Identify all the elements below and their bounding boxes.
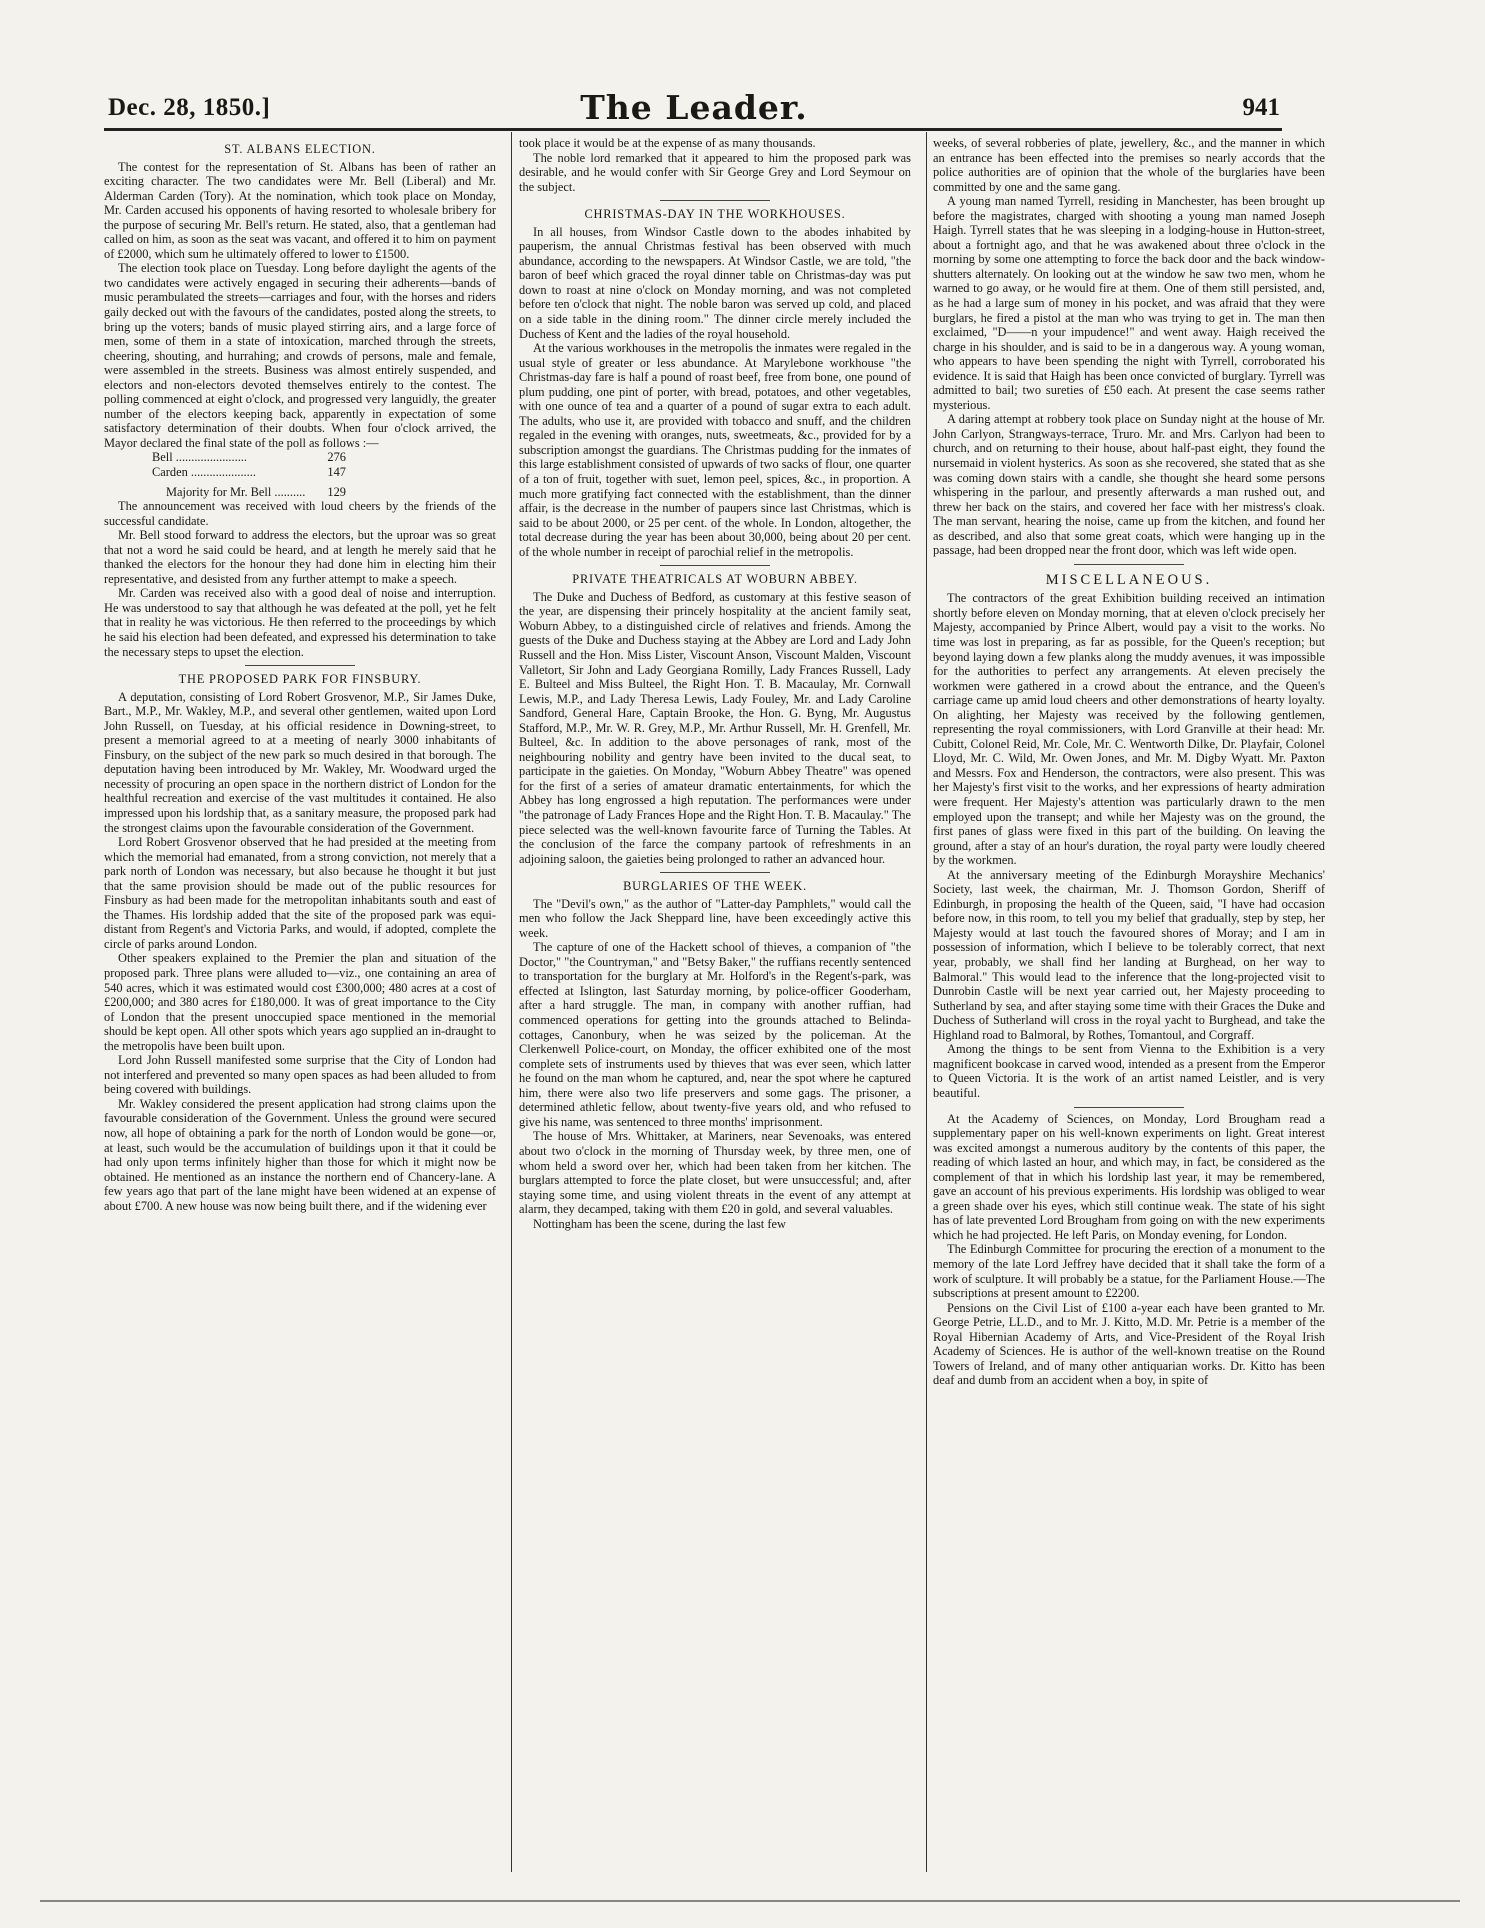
paragraph: A deputation, consisting of Lord Robert Grosvenor, M.P., Sir James Duke, Bart., M.P., Mr. Wakley, M.P., and several other gentlemen, waited upon Lord John Russell, on Tuesday, at his official residence in Downing-street, to present a memorial agreed to at a meeting of nearly 3000 inhabitants of Finsbury, on the subject of the new park so much desired in that borough. The deputation having been introduced by Mr. Wakley, Mr. Woodward urged the necessity of procuring an open space in the northern district of London for the healthful recreation and exercise of the vast multitudes it contained. He also impressed upon his lordship that, as a sanitary measure, the proposed park had the strongest claims upon the favourable consideration of the Government. <box>104 689 496 835</box>
paragraph: weeks, of several robberies of plate, jewellery, &c., and the manner in which an entrance has been effected into the premises so nearly accords that the police authorities are of opinion that the whole of the burglaries have been committed by one and the same gang. <box>933 136 1325 194</box>
paragraph: The Duke and Duchess of Bedford, as customary at this festive season of the year, are dispensing their princely hospitality at the ancient family seat, Woburn Abbey, to a distinguished circle of relatives and friends. Among the guests of the Duke and Duchess staying at the Abbey are Lord and Lady John Russell and the Hon. Miss Lister, Viscount Anson, Viscount Malden, Viscount Valletort, Sir John and Lady Georgiana Romilly, Lady Frances Russell, Lady E. Bulteel and Miss Bulteel, the Right Hon. T. B. Macaulay, Mr. Cornwall Lewis, M.P., and Lady Theresa Lewis, Lady Fouley, Mr. and Lady Caroline Sandford, General Hare, Captain Brooke, the Hon. G. Byng, Mr. Augustus Stafford, M.P., Mr. W. R. Grey, M.P., Mr. Arthur Russell, Mr. H. Grenfell, Mr. Bulteel, &c. In addition to the above personages of rank, most of the neighbouring nobility and gentry have been invited to the ducal seat, to participate in the gaieties. On Monday, "Woburn Abbey Theatre" was opened for the first of a series of amateur dramatic entertainments, for which the Abbey has long engrossed a high reputation. The performances were under "the patronage of Lady Frances Hope and the Right Hon. T. B. Macaulay." The piece selected was the well-known favourite farce of Turning the Tables. At the conclusion of the farce the company partook of refreshments in an adjoining saloon, the gaieties being prolonged to rather an advanced hour. <box>519 589 911 866</box>
section-separator <box>660 565 770 566</box>
section-separator <box>660 872 770 873</box>
column-1 <box>104 136 496 1878</box>
poll-value: 147 <box>327 464 346 479</box>
paragraph: A young man named Tyrrell, residing in Manchester, has been brought up before the magistrates, charged with shooting a young man named Joseph Haigh. Tyrrell states that he was sleeping in a lodging-house in Hutton-street, about a fortnight ago, and that he was awakened about three o'clock in the morning by some one attempting to force the back door and the back window-shutters alternately. On looking out at the window he saw two men, whom he warned to go away, or he would fire at them. One of them still persisted, and, as he had a large sum of money in his pocket, and was afraid that they were burglars, he fired a pistol at the man who was trying to get in. The man then exclaimed, "D——n your impudence!" and went away. Haigh received the charge in his shoulder, and is said to be in a dangerous way. A young woman, who appears to have been spending the night with Tyrrell, corroborated his evidence. It is said that Haigh has been once convicted of burglary. Tyrrell was admitted to bail; two sureties of £50 each. At present the case seems rather mysterious. <box>933 194 1325 412</box>
paragraph: The election took place on Tuesday. Long before daylight the agents of the two candidates were actively engaged in securing their adherents—bands of music perambulated the streets—carriages and four, with the horses and riders gaily decked out with the favours of the candidates, posted along the streets, to bring up the voters; bands of music played stirring airs, and a large force of men, some of them in a state of intoxication, marched through the streets, cheering, shouting, and hurrahing; and crowds of persons, male and female, were assembled in the streets. Business was almost entirely suspended, and electors and non-electors devoted themselves entirely to the contest. The polling commenced at eight o'clock, and progressed very languidly, the greater number of the electors keeping back, apparently in expectation of some satisfactory determination of their doubts. When four o'clock arrived, the Mayor declared the final state of the poll as follows :— <box>104 261 496 450</box>
section-separator <box>660 200 770 201</box>
paragraph: took place it would be at the expense of as many thousands. <box>519 136 816 150</box>
paragraph: Other speakers explained to the Premier the plan and situation of the proposed park. Three plans were alluded to—viz., one containing an area of 540 acres, which it was estimated would cost £300,000; 480 acres at a cost of £200,000; and 380 acres for £180,000. It was of great importance to the City of London that the present unoccupied space mentioned in the memorial should be kept open. All other spots which years ago supplied an in-draught to the metropolis have been built upon. <box>104 951 496 1053</box>
paragraph: At the various workhouses in the metropolis the inmates were regaled in the usual style of greater or less abundance. At Marylebone workhouse "the Christmas-day fare is half a pound of roast beef, free from bone, one pound of plum pudding, one pint of porter, with bread, potatoes, and other vegetables, with one ounce of tea and a quarter of a pound of sugar extra to each adult. The adults, who use it, are provided with tobacco and snuff, and the children regaled in the evening with oranges, nuts, sweetmeats, &c., provided for by a subscription amongst the guardians. The Christmas pudding for the inmates of this large establishment consisted of upwards of two sacks of flour, one quarter of a ton of fruit, together with suet, lemon peel, spices, &c., in proportion. A much more gratifying fact connected with the establishment, than the dinner affair, is the decrease in the number of paupers since last Christmas, which is said to be about 2000, or 25 per cent. of the whole. In London, altogether, the total decrease during the year has been about 30,000, being about 20 per cent. of the whole number in receipt of parochial relief in the metropolis. <box>519 341 911 559</box>
paragraph: At the anniversary meeting of the Edinburgh Morayshire Mechanics' Society, last week, the chairman, Mr. J. Thomson Gordon, Sheriff of Edinburgh, in proposing the health of the Queen, said, "I have had occasion before now, in this room, to tell you my belief that gradually, step by step, her Majesty would at last touch the favoured shores of Moray; and I am in possession of information, which I believe to be tolerably correct, that next year, probably, we shall find her landing at Burghead, on her way to Balmoral." This would lead to the inference that the long-projected visit to Dunrobin Castle will be next year carried out, her Majesty proceeding to Sutherland by sea, and after staying some time with their Graces the Duke and Duchess of Sutherland will cross in the royal yacht to Burghead, and take the Highland road to Balmoral, by Rothes, Tomantoul, and Corgraff. <box>933 867 1325 1042</box>
paragraph: The contractors of the great Exhibition building received an intimation shortly before eleven on Monday morning, that at eleven o'clock precisely her Majesty, accompanied by Prince Albert, would pay a visit to the works. No time was lost in preparing, as far as possible, for the Queen's reception; but beyond laying down a few planks along the muddy avenues, it was impossible for the authorities to perfect any arrangements. At eleven precisely the workmen were gathered in a crowd about the entrance, and the Queen's carriage came up amid loud cheers and other demonstrations of hearty loyalty. On alighting, her Majesty was received by the following gentlemen, representing the royal commissioners, with Lord Granville at their head: Mr. Cubitt, Colonel Reid, Mr. Cole, Mr. C. Wentworth Dilke, Dr. Playfair, Colonel Lloyd, Mr. C. Wild, Mr. Owen Jones, and Mr. M. Digby Wyatt. Mr. Paxton and Messrs. Fox and Henderson, the contractors, were also present. This was her Majesty's first visit to the works, and her expressions of hearty admiration were frequent. Her Majesty's attention was particularly drawn to the men employed upon the transept; and while her Majesty was on the ground, the first panes of glass were fixed in this part of the building. On leaving the ground, after a stay of an hour's duration, the royal party were loudly cheered by the workmen. <box>933 591 1325 868</box>
paragraph: A daring attempt at robbery took place on Sunday night at the house of Mr. John Carlyon, Strangways-terrace, Truro. Mr. and Mrs. Carlyon had been to church, and on returning to their house, about half-past eight, they found the nursemaid in violent hysterics. As soon as she recovered, she stated that as she was coming down stairs with a candle, she thought she heard some persons whispering in the parlour, and presently afterwards a man rushed out, and threw her back on the stairs, and covered her face with her mistress's cloak. The man servant, hearing the noise, came up from the kitchen, and found her as described, and also that some great coats, which were hanging up in the passage, had been dropped near the front door, which was left wide open. <box>933 412 1325 558</box>
paragraph: Lord John Russell manifested some surprise that the City of London had not interfered and prevented so many open spaces as had been alluded to from being covered with buildings. <box>104 1053 496 1097</box>
poll-value: 129 <box>327 484 346 499</box>
page-header <box>108 88 1280 128</box>
paragraph: The Edinburgh Committee for procuring the erection of a monument to the memory of the late Lord Jeffrey have decided that it shall take the form of a work of sculpture. It will probably be a statue, for the Parliament House.—The subscriptions at present amount to £2200. <box>933 1242 1325 1301</box>
poll-row-carden <box>104 465 496 480</box>
paragraph: The "Devil's own," as the author of "Latter-day Pamphlets," would call the men who follow the Jack Sheppard line, have been exceedingly active this week. <box>519 896 911 940</box>
poll-row-bell <box>104 450 496 465</box>
paragraph: Lord Robert Grosvenor observed that he had presided at the meeting from which the memorial had emanated, from a strong conviction, not merely that a park north of London was necessary, but also because he thought it but just that the same provision should be made out of the public resources for Finsbury as had been made for the metropolitan inhabitants south and east of the Thames. His lordship added that the site of the proposed park was equi-distant from Regent's and Victoria Parks, and would, if adopted, complete the circle of parks around London. <box>104 835 496 951</box>
column-3 <box>933 136 1325 1878</box>
paragraph: Pensions on the Civil List of £100 a-year each have been granted to Mr. George Petrie, LL.D., and to Mr. J. Kitto, M.D. Mr. Petrie is a member of the Royal Hibernian Academy of Arts, and Vice-President of the Royal Irish Academy of Sciences. He is author of the well-known treatise on the Round Towers of Ireland, and of many other antiquarian works. Dr. Kitto has been deaf and dumb from an accident when a boy, in spite of <box>933 1300 1325 1388</box>
section-title-st-albans: ST. ALBANS ELECTION. <box>224 142 376 156</box>
paragraph: Mr. Bell stood forward to address the electors, but the uproar was so great that not a word he said could be heard, and at length he merely said that he thanked the electors for the honour they had done him in electing him their representative, and desisted from any further attempt to make a speech. <box>104 528 496 586</box>
paragraph: At the Academy of Sciences, on Monday, Lord Brougham read a supplementary paper on his well-known experiments on light. Great interest was excited amongst a numerous auditory by the contents of this paper, the reading of which lasted an hour, and which may, in fact, be considered as the complement of that in which his lordship last year, it may be remembered, gave an account of his previous experiments. His lordship was obliged to wear a green shade over his eyes, which still continue weak. The state of his sight has of late prevented Lord Brougham from going on with the new experiments which he had projected. He left Paris, on Monday evening, for London. <box>933 1111 1325 1242</box>
column-divider <box>511 132 512 1872</box>
paragraph: Mr. Carden was received also with a good deal of noise and interruption. He was understood to say that although he was defeated at the poll, yet he felt that in reality he was victorious. He then referred to the proceedings by which he said his election had been defeated, and expressed his determination to take the necessary steps to upset the election. <box>104 586 496 659</box>
column-divider <box>926 132 927 1872</box>
paragraph: The announcement was received with loud cheers by the friends of the successful candidate. <box>104 499 496 528</box>
section-separator <box>245 665 355 666</box>
poll-label: Majority for Mr. Bell .......... <box>166 484 306 499</box>
paragraph: The house of Mrs. Whittaker, at Mariners, near Sevenoaks, was entered about two o'clock in the morning of Thursday week, by three men, one of whom held a sword over her, which had been taken from her kitchen. The burglars attempted to force the plate closet, but were unsuccessful; and, after staying some time, and using violent threats in the event of any attempt at alarm, they decamped, taking with them £20 in gold, and several valuables. <box>519 1129 911 1217</box>
section-title-woburn-theatricals: PRIVATE THEATRICALS AT WOBURN ABBEY. <box>572 572 858 587</box>
section-separator <box>1074 564 1184 565</box>
page-number: 941 <box>1242 94 1280 121</box>
page-bottom-edge <box>40 1900 1460 1902</box>
paragraph: In all houses, from Windsor Castle down to the abodes inhabited by pauperism, the annual Christmas festival has been observed with much abundance, according to the newspapers. At Windsor Castle, we are told, "the baron of beef which graced the royal dinner table on Christmas-day was put down to roast at nine o'clock on Monday morning, and was not completed before ten o'clock that night. The noble baron was served up cold, and placed on a side table in the dining room." The dinner circle merely included the Duchess of Kent and the ladies of the royal household. <box>519 224 911 341</box>
section-separator <box>1074 1107 1184 1108</box>
section-title-burglaries: BURGLARIES OF THE WEEK. <box>623 879 807 894</box>
paragraph: Nottingham has been the scene, during the last few <box>533 1216 786 1231</box>
section-title-miscellaneous: MISCELLANEOUS. <box>1045 571 1213 588</box>
poll-row-majority <box>104 485 496 500</box>
paragraph: The capture of one of the Hackett school of thieves, a companion of "the Doctor," "the Countryman," and "Betsy Baker," the ruffians recently sentenced to transportation for the burglary at Mr. Holford's in the Regent's-park, was effected at Islington, last Saturday morning, by police-officer Gooderham, after a hard struggle. The man, in company with another ruffian, had commenced operations for getting into the grounds attached to Belinda-cottages, Canonbury, when he was seized by the policeman. At the Clerkenwell Police-court, on Monday, the officer exhibited one of the most complete sets of instruments used by thieves that was ever seen, which latter he found on the man whom he captured, and, near the spot where he captured him, there were also two life preservers and some gags. The prisoner, a determined athletic fellow, about twenty-five years old, and who refused to give his name, was sentenced to three months' imprisonment. <box>519 940 911 1129</box>
paragraph: Among the things to be sent from Vienna to the Exhibition is a very magnificent bookcase in carved wood, intended as a present from the Emperor to Queen Victoria. It is the work of an artist named Leistler, and is very beautiful. <box>933 1042 1325 1100</box>
column-2 <box>519 136 911 1878</box>
issue-date: Dec. 28, 1850.] <box>108 94 271 121</box>
paragraph: Mr. Wakley considered the present application had strong claims upon the favourable consideration of the Government. Unless the ground were secured now, all hope of obtaining a park for the north of London would be gone—or, at least, such would be the accumulation of buildings upon it that it could be had only upon terms infinitely higher than those for which it might now be obtained. He mentioned as an instance the northern end of Chancery-lane. A few years ago that part of the lane might have been widened at an expense of about £700. A new house was now being built there, and if the widening ever <box>104 1096 496 1213</box>
poll-label: Bell ....................... <box>152 450 247 465</box>
header-rule <box>104 128 1282 131</box>
masthead-title: The Leader. <box>580 88 808 127</box>
paragraph: The noble lord remarked that it appeared to him the proposed park was desirable, and he would confer with Sir George Grey and Lord Seymour on the subject. <box>519 150 911 194</box>
section-title-christmas-workhouses: CHRISTMAS-DAY IN THE WORKHOUSES. <box>584 207 846 222</box>
poll-label: Carden ..................... <box>152 464 256 479</box>
poll-value: 276 <box>327 450 346 465</box>
paragraph: The contest for the representation of St. Albans has been of rather an exciting character. The two candidates were Mr. Bell (Liberal) and Mr. Alderman Carden (Tory). At the nomination, which took place on Monday, Mr. Carden accused his opponents of having resorted to wholesale bribery for the purpose of securing Mr. Bell's return. He stated, also, that a gentleman had called on him, as soon as the seat was vacant, and offered it to him on payment of £2000, which sum he ultimately offered to lower to £1500. <box>104 159 496 261</box>
section-title-finsbury-park: THE PROPOSED PARK FOR FINSBURY. <box>178 672 422 687</box>
